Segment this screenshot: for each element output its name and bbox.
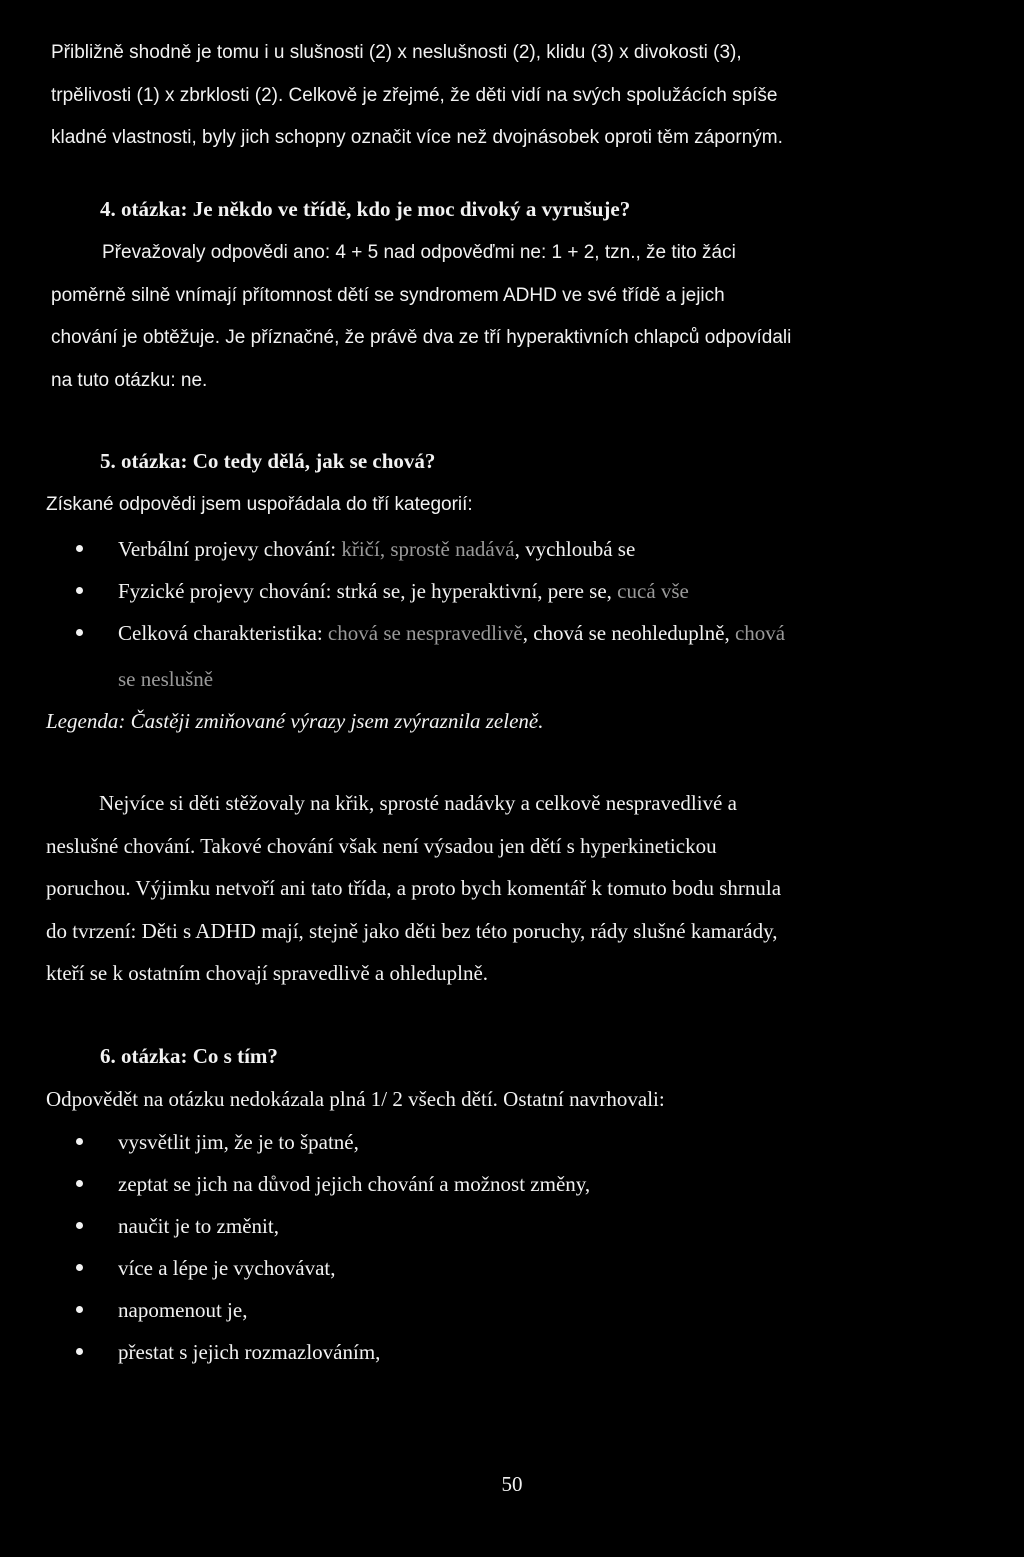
question-5-heading: 5. otázka: Co tedy dělá, jak se chová? [100,449,436,473]
question-4-heading: 4. otázka: Je někdo ve třídě, kdo je moc divoký a vyrušuje? [100,197,631,221]
q4-line-4: na tuto otázku: ne. [51,369,208,391]
summary-line-4: do tvrzení: Děti s ADHD mají, stejně jako děti bez této poruchy, rády slušné kamarády, [46,918,778,943]
list-item: vysvětlit jim, že je to špatné, [76,1121,590,1163]
question-6-intro: Odpovědět na otázku nedokázala plná 1/ 2 všech dětí. Ostatní navrhovali: [46,1087,665,1111]
question-5-categories [76,528,785,654]
list-item: Verbální projevy chování: křičí, sprostě nadává, vychloubá se [76,528,785,570]
intro-line-3: kladné vlastnosti, byly jich schopny označit více než dvojnásobek oproti těm záporným. [51,127,783,148]
category-3-continuation: se neslušně [118,667,214,691]
question-6-heading: 6. otázka: Co s tím? [100,1044,278,1068]
list-item: naučit je to změnit, [76,1205,590,1247]
summary-line-1: Nejvíce si děti stěžovaly na křik, sprosté nadávky a celkově nespravedlivé a [99,791,737,815]
intro-paragraph [51,32,783,160]
legend-note: Legenda: Častěji zmiňované výrazy jsem zvýraznila zeleně. [46,709,544,733]
summary-line-2: neslušné chování. Takové chování však není výsadou jen dětí s hyperkinetickou [46,833,717,858]
q4-line-3: chování je obtěžuje. Je příznačné, že právě dva ze tří hyperaktivních chlapců odpovídali [51,327,792,348]
q4-line-2: poměrně silně vnímají přítomnost dětí se syndromem ADHD ve své třídě a jejich [51,284,725,306]
intro-line-2: trpělivosti (1) x zbrklosti (2). Celkově je zřejmé, že děti vidí na svých spolužácích spíše [51,84,778,106]
list-item: přestat s jejich rozmazlováním, [76,1331,590,1373]
page-number: 50 [501,1472,523,1496]
question-5-summary [46,782,986,995]
list-item: Fyzické projevy chování: strká se, je hyperaktivní, pere se, cucá vše [76,570,785,612]
question-5-intro: Získané odpovědi jsem uspořádala do tří kategorií: [46,494,473,515]
summary-line-5: kteří se k ostatním chovají spravedlivě a ohleduplně. [46,961,489,985]
list-item: Celková charakteristika: chová se nespravedlivě, chová se neohleduplně, chová [76,612,785,654]
list-item: napomenout je, [76,1289,590,1331]
list-item: zeptat se jich na důvod jejich chování a možnost změny, [76,1163,590,1205]
question-6-suggestions [76,1121,590,1373]
question-4-paragraph [51,232,975,402]
q4-line-1: Převažovaly odpovědi ano: 4 + 5 nad odpověďmi ne: 1 + 2, tzn., že tito žáci [102,242,736,263]
intro-line-1: Přibližně shodně je tomu i u slušnosti (2) x neslušnosti (2), klidu (3) x divokosti (3), [51,42,742,63]
summary-line-3: poruchou. Výjimku netvoří ani tato třída, a proto bych komentář k tomuto bodu shrnula [46,876,782,900]
list-item: více a lépe je vychovávat, [76,1247,590,1289]
